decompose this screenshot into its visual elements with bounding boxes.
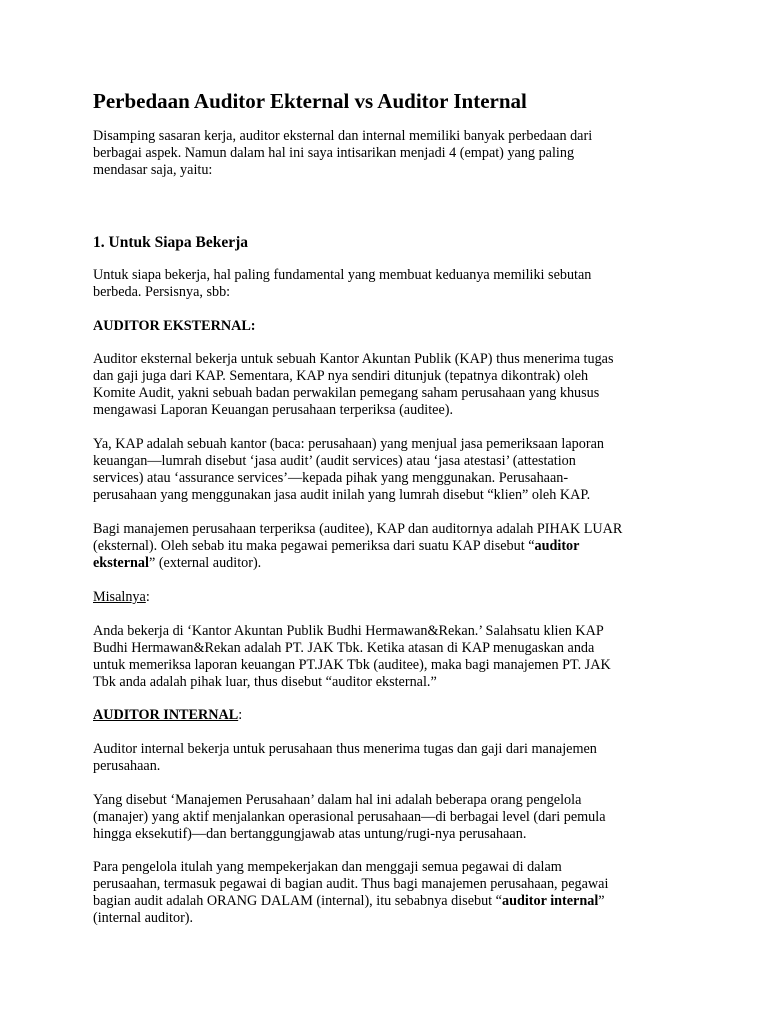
misalnya-label (93, 589, 150, 606)
bold-term-auditor: auditor (534, 538, 580, 554)
eksternal-example-paragraph (93, 623, 693, 691)
paragraph-line: Para pengelola itulah yang mempekerjakan dan menggaji semua pegawai di dalam (93, 859, 562, 875)
auditor-internal-heading: AUDITOR INTERNAL (93, 707, 239, 723)
misalnya-colon: : (145, 589, 150, 605)
paragraph-line: perusahaan yang menggunakan jasa audit inilah yang lumrah disebut “klien” oleh KAP. (93, 487, 591, 503)
paragraph-line: Ya, KAP adalah sebuah kantor (baca: perusahaan) yang menjual jasa pemeriksaan laporan (93, 436, 604, 452)
paragraph-line: (manajer) yang aktif menjalankan operasional perusahaan—di berbagai level (dari pemula (93, 809, 606, 825)
bold-term-eksternal: eksternal (93, 555, 149, 571)
eksternal-paragraph-1 (93, 351, 693, 419)
internal-paragraph-1 (93, 741, 693, 775)
paragraph-text: (eksternal). Oleh sebab itu maka pegawai pemeriksa dari suatu KAP disebut “ (93, 538, 535, 554)
paragraph-line: Untuk siapa bekerja, hal paling fundamental yang membuat keduanya memiliki sebutan (93, 267, 592, 283)
misalnya-underlined: Misalnya (93, 589, 146, 605)
paragraph-line: untuk memeriksa laporan keuangan PT.JAK Tbk (auditee), maka bagi manajemen PT. JAK (93, 657, 611, 673)
intro-line: mendasar saja, yaitu: (93, 162, 213, 178)
paragraph-line: dan gaji juga dari KAP. Sementara, KAP nya sendiri ditunjuk (tepatnya dikontrak) oleh (93, 368, 589, 384)
paragraph-line: Tbk anda adalah pihak luar, thus disebut “auditor eksternal.” (93, 674, 437, 690)
section-heading-untuk-siapa-bekerja: 1. Untuk Siapa Bekerja (93, 234, 249, 251)
paragraph-text: ” (598, 893, 605, 909)
paragraph-line: Anda bekerja di ‘Kantor Akuntan Publik Budhi Hermawan&Rekan.’ Salahsatu klien KAP (93, 623, 604, 639)
intro-line: Disamping sasaran kerja, auditor eksternal dan internal memiliki banyak perbedaan dari (93, 128, 593, 144)
paragraph-line: Auditor eksternal bekerja untuk sebuah Kantor Akuntan Publik (KAP) thus menerima tugas (93, 351, 614, 367)
paragraph-line: Auditor internal bekerja untuk perusahaan thus menerima tugas dan gaji dari manajemen (93, 741, 597, 757)
paragraph-line: Bagi manajemen perusahaan terperiksa (auditee), KAP dan auditornya adalah PIHAK LUAR (93, 521, 623, 537)
bold-term-auditor-internal: auditor internal (501, 893, 599, 909)
paragraph-line: hingga eksekutif)—dan bertanggungjawab atas untung/rugi-nya perusahaan. (93, 826, 527, 842)
paragraph-line: perusahaan. (93, 758, 161, 774)
paragraph-line (93, 538, 693, 555)
paragraph-text: ” (external auditor). (148, 555, 262, 571)
paragraph-line (93, 893, 693, 910)
section1-intro-paragraph (93, 267, 693, 301)
paragraph-line: keuangan—lumrah disebut ‘jasa audit’ (audit services) atau ‘jasa atestasi’ (attestation (93, 453, 576, 469)
eksternal-paragraph-2 (93, 436, 693, 504)
eksternal-paragraph-3 (93, 521, 693, 572)
paragraph-line: mengawasi Laporan Keuangan perusahaan terperiksa (auditee). (93, 402, 454, 418)
auditor-eksternal-label: AUDITOR EKSTERNAL: (93, 318, 256, 334)
internal-colon: : (238, 707, 243, 723)
paragraph-line: Budhi Hermawan&Rekan adalah PT. JAK Tbk. Ketika atasan di KAP menugaskan anda (93, 640, 595, 656)
paragraph-line: berbeda. Persisnya, sbb: (93, 284, 231, 300)
internal-paragraph-3 (93, 859, 693, 927)
paragraph-line: Yang disebut ‘Manajemen Perusahaan’ dalam hal ini adalah beberapa orang pengelola (93, 792, 582, 808)
paragraph-text: bagian audit adalah ORANG DALAM (internal), itu sebabnya disebut “ (93, 893, 502, 909)
internal-paragraph-2 (93, 792, 693, 843)
auditor-internal-label (93, 707, 242, 724)
intro-line: berbagai aspek. Namun dalam hal ini saya intisarikan menjadi 4 (empat) yang paling (93, 145, 575, 161)
paragraph-line: perusaahan, termasuk pegawai di bagian audit. Thus bagi manajemen perusahaan, pegawai (93, 876, 609, 892)
paragraph-line: (internal auditor). (93, 910, 194, 926)
document-title: Perbedaan Auditor Ekternal vs Auditor Internal (93, 89, 527, 113)
paragraph-line: Komite Audit, yakni sebuah badan perwakilan pemegang saham perusahaan yang khusus (93, 385, 600, 401)
paragraph-line (93, 555, 693, 572)
intro-paragraph (93, 128, 693, 179)
paragraph-line: services) atau ‘assurance services’—kepada pihak yang menggunakan. Perusahaan- (93, 470, 569, 486)
